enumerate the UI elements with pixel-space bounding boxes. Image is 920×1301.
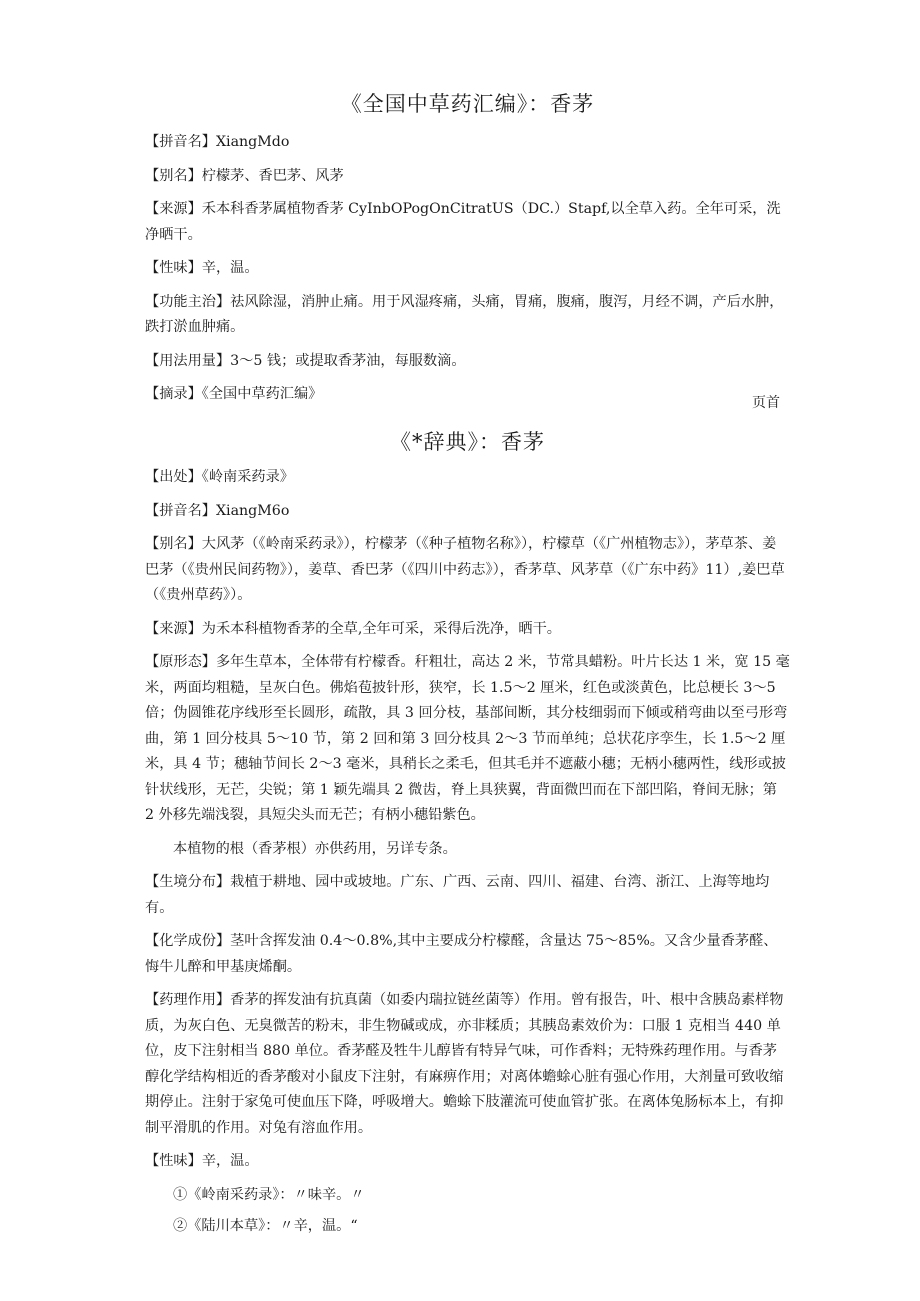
entry-label: 【生境分布】 [145,874,231,890]
entry-text: 本植物的根（香茅根）亦供药用，另详专条。 [173,840,457,857]
entry-text: 祛风除湿，消肿止痛。用于风湿疼痛，头痛，胃痛，腹痛，腹泻，月经不调，产后水肿，跌打淤血肿痛。 [145,293,784,335]
entry-label: 【功能主治】 [145,293,231,310]
entry-citation-1 [145,1183,790,1209]
entry-citation-2 [145,1214,790,1240]
entry-text: 禾本科香茅属植物香茅 CyInbOPogOnCitratUS（DC.）Stapf,以全草入药。全年可采，洗净晒干。 [145,201,781,243]
entry-pinyin [145,499,790,525]
entry-label: 【出处】 [145,469,202,485]
entry-label: 【来源】 [145,201,202,217]
entry-label: 【别名】 [145,536,202,552]
entry-taste [145,1149,790,1175]
entry-text: 大风茅（《岭南采药录》），柠檬茅（《种子植物名称》），柠檬草（《广州植物志》），茅草茶、姜巴茅（《贵州民间药物》），姜草、香巴茅（《四川中药志》），香茅草、风茅草（《广东中药》11）,姜巴草（《贵州草药》）。 [145,536,785,603]
section1-title: 《全国中草药汇编》：香茅 [340,92,595,116]
entry-excerpt [145,382,790,408]
entry-label: 【摘录】 [145,386,202,402]
entry-text: 栽植于耕地、园中或坡地。广东、广西、云南、四川、福建、台湾、浙江、上海等地均有。 [145,874,770,916]
section1-body [145,130,790,408]
entry-label: 【拼音名】 [145,502,216,519]
entry-text: 3～5 钱；或提取香茅油，每服数滴。 [230,352,466,369]
entry-label: 【性味】 [145,260,202,276]
entry-text: 为禾本科植物香茅的全草,全年可采，采得后洗净，晒干。 [201,620,561,637]
entry-text: 香茅的挥发油有抗真菌（如委内瑞拉链丝菌等）作用。曾有报告，叶、根中含胰岛素样物质，为灰白色、无臭微苦的粉末，非生物碱或成，亦非糅质；其胰岛素效价为：口服 1 克相当 440 单位，皮下注射相当 880 单位。香茅醛及牲牛儿醇皆有特异气味，可作香料；无特殊药理作用。与香茅醇化学结构相近的香茅酸对小鼠皮下注射，有麻痹作用；对离体蟾蜍心脏有强心作用，大剂量可致收缩期停止。注射于家兔可使血压下降，呼吸增大。蟾蜍下肢灌流可使血管扩张。在离体兔肠标本上，有抑制平滑肌的作用。对兔有溶血作用。 [145,992,784,1136]
entry-text: XiangMdo [215,134,290,150]
entry-text: 《岭南采药录》 [201,469,294,485]
entry-text: 辛，温。 [201,260,259,276]
entry-text: 多年生草本，全体带有柠檬香。秆粗壮，高达 2 米，节常具蜡粉。叶片长达 1 米，宽 15 毫米，两面均粗糙，呈灰白色。佛焰苞披针形，狭窄，长 1.5～2 厘米，红色或淡黄色，比总梗长 3～5 倍；伪圆锥花序线形至长圆形，疏散，具 3 回分枝，基部间断，其分枝细弱而下倾或稍弯曲以至弓形弯曲，第 1 回分枝具 5～10 节，第 2 回和第 3 回分枝具 2～3 节而单纯；总状花序孪生，长 1.5～2 厘米，具 4 节；穗轴节间长 2～3 毫米，具稍长之柔毛，但其毛并不遮蔽小穗；无柄小穗两性，线形或披针状线形，无芒，尖锐；第 1 颖先端具 2 微齿，脊上具狭翼，背面微凹而在下部凹陷，脊间无脉；第 2 外移先端浅裂，具短尖头而无芒；有柄小穗铅紫色。 [145,654,790,823]
entry-text: XiangM6o [215,502,290,519]
entry-origin [145,465,790,491]
entry-text: 辛，温。 [201,1153,259,1169]
entry-label: 【性味】 [145,1153,202,1169]
entry-taste [145,256,790,282]
entry-label: 【别名】 [145,167,202,184]
entry-source [145,197,790,248]
entry-label: 【拼音名】 [145,134,216,150]
entry-root-note [145,837,790,863]
entry-text: 《全国中草药汇编》 [201,386,323,402]
entry-text: 茎叶含挥发油 0.4～0.8%,其中主要成分柠檬醛，含量达 75～85%。又含少量香茅醛、悔牛儿醉和甲基庚烯酮。 [145,933,778,975]
entry-source [145,617,790,643]
entry-label: 【原形态】 [145,654,216,670]
entry-text: ②《陆川本草》：〃辛，温。“ [173,1218,358,1234]
entry-label: 【来源】 [145,620,202,637]
page-top-link[interactable]: 页首 [752,395,780,411]
entry-dosage [145,349,790,375]
entry-label: 【药理作用】 [145,992,231,1008]
section2-title: 《*辞典》：香茅 [390,430,545,454]
section2-body [145,465,790,1240]
entry-text: 柠檬茅、香巴茅、风茅 [201,167,344,184]
entry-chemistry [145,929,790,980]
entry-label: 【用法用量】 [145,352,231,369]
entry-morphology [145,650,790,829]
entry-habitat [145,870,790,921]
entry-pinyin [145,130,790,156]
entry-alias [145,164,790,190]
entry-label: 【化学成份】 [145,933,231,949]
entry-text: ①《岭南采药录》：〃味辛。〃 [173,1186,365,1203]
entry-pharmacology [145,988,790,1141]
entry-function [145,290,790,341]
entry-alias [145,532,790,609]
